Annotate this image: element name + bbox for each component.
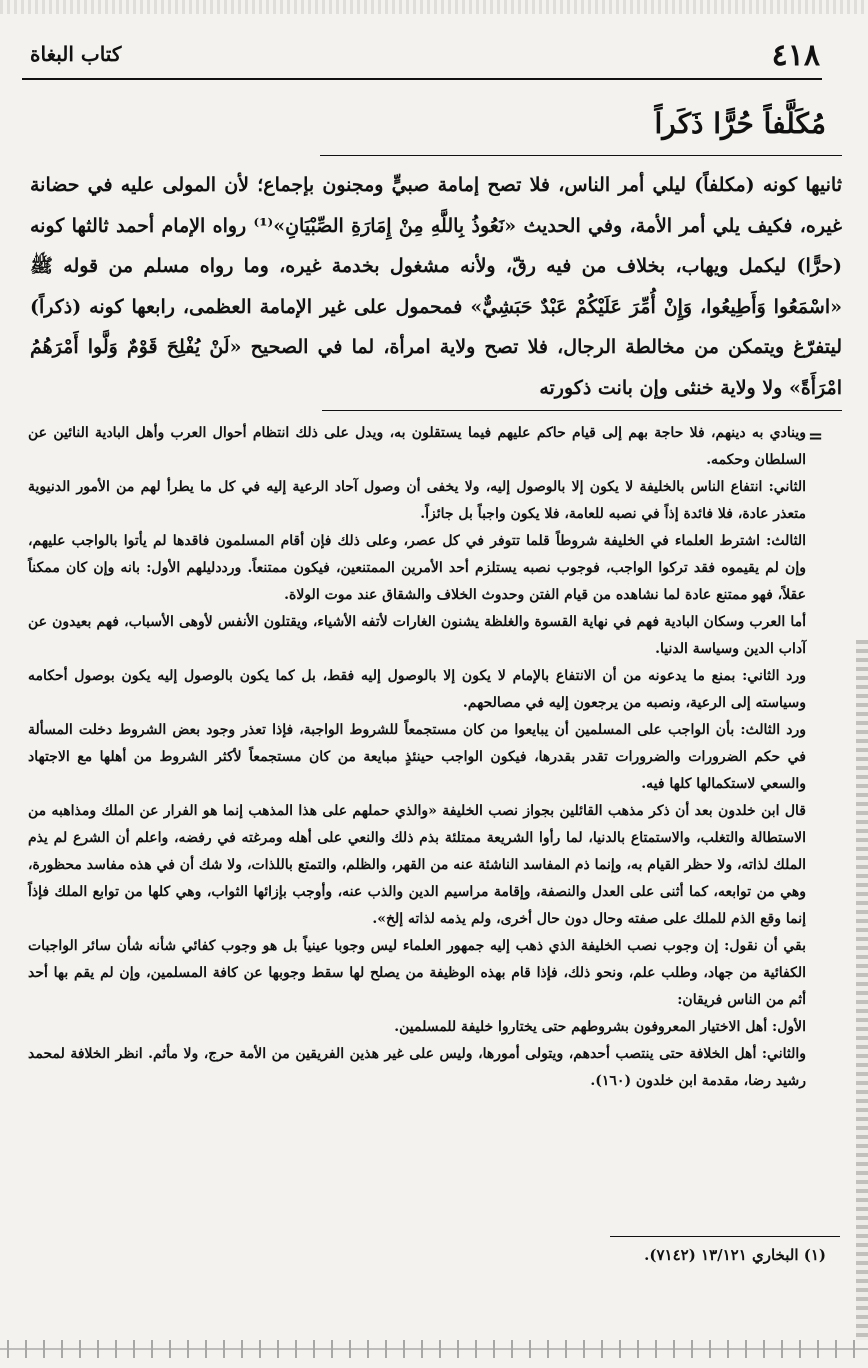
scan-top-edge [0, 0, 868, 14]
footnote: (١) البخاري ١٣/١٢١ (٧١٤٢). [644, 1246, 826, 1264]
hashiya-paragraph: ورد الثالث: بأن الواجب على المسلمين أن يبايعوا من كان مستجمعاً للشروط الواجبة، فإذا تعذر وجود بعض الشروط دخلت المسألة في حكم الضرورات والضرورات تقدر بقدرها، فيكون الواجب حينئذٍ مبايعة من كان مستجمعاً لأكثر الشروط من أهلها مع الاجتهاد والسعي لاستكمالها كلها فيه. [28, 722, 806, 792]
page-header [30, 36, 820, 76]
sharh-paragraph: ثانيها كونه (مكلفاً) ليلي أمر الناس، فلا تصح إمامة صبيٍّ ومجنون بإجماع؛ لأن المولى عليه في حضانة غيره، فكيف يلي أمر الأمة، وفي الحديث «نَعُوذُ بِاللَّهِ مِنْ إِمَارَةِ الصِّبْيَانِ»⁽¹⁾ رواه الإمام أحمد ثالثها كونه (حرًّا) ليكمل ويهاب، بخلاف من فيه رقّ، ولأنه مشغول بخدمة غيره، وما رواه مسلم من قوله ﷺ «اسْمَعُوا وَأَطِيعُوا، وَإِنْ أُمِّرَ عَلَيْكُمْ عَبْدٌ حَبَشِيٌّ» فمحمول على غير الإمامة العظمى، رابعها كونه (ذكراً) ليتفرّغ ويتمكن من مخالطة الرجال، فلا تصح ولاية امرأة، لما في الصحيح «لَنْ يُفْلِحَ قَوْمٌ وَلَّوا أَمْرَهُمُ امْرَأَةً» ولا ولاية خنثى وإن بانت ذكورته [30, 174, 842, 399]
header-rule [22, 78, 822, 80]
matn-text: مُكَلَّفاً حُرًّا ذَكَراً [654, 107, 826, 140]
hashiya-paragraph: الأول: أهل الاختيار المعروفون بشروطهم حتى يختاروا خليفة للمسلمين. [394, 1019, 806, 1035]
hashiya-paragraph: والثاني: أهل الخلافة حتى ينتصب أحدهم، ويتولى أمورها، وليس على غير هذين الفريقين من الأمة حرج، ولا مأثم. انظر الخلافة لمحمد رشيد رضا، مقدمة ابن خلدون (١٦٠). [28, 1046, 806, 1089]
hashiya-paragraph: الثالث: اشترط العلماء في الخليفة شروطاً قلما تتوفر في كل عصر، وعلى ذلك فإن أقام المسلمون فاقدها لم يأتوا بالواجب عليهم، وإن لم يقيموه فقد تركوا الواجب، فوجوب نصبه يستلزم أحد الأمرين الممتنعين، فيكون ممتنعاً. ورددليلهم الأول: بانه وإن كان ممكناً عقلاً، فهو ممتنع عادة لما نشاهده من قيام الفتن وحدوث الخلاف والشقاق عند موت الولاة. [28, 533, 806, 603]
ornamental-bottom-border [0, 1340, 868, 1358]
sharh-rule [322, 410, 842, 411]
hashiya-paragraph: أما العرب وسكان البادية فهم في نهاية القسوة والغلظة يشنون الغارات لأتفه الأشياء، ويقتلون الأنفس لأوهى الأسباب، فهم بعيدون عن آداب الدين وسياسة الدنيا. [28, 614, 806, 657]
running-title: كتاب البغاة [30, 42, 122, 66]
sharh-text [30, 165, 842, 408]
hashiya-paragraph: وينادي به دينهم، فلا حاجة بهم إلى قيام حاكم عليهم فيما يستقلون به، ويدل على ذلك انتظام أحوال العرب وأهل البادية النائين عن السلطان وحكمه. [28, 425, 806, 468]
page-number: ٤١٨ [771, 38, 820, 73]
continuation-marker: = [808, 426, 824, 447]
hashiya-notes [28, 420, 806, 1095]
matn-rule [320, 155, 842, 156]
hashiya-paragraph: ورد الثاني: بمنع ما يدعونه من أن الانتفاع بالإمام لا يكون إلا بالوصول إليه فقط، بل كما يكون بالوصول إليه يكون بوصول أحكامه وسياسته إلى الرعية، ونصبه من يرجعون إليه في مصالحهم. [28, 668, 806, 711]
footnote-rule [610, 1236, 840, 1237]
ornamental-side-border [856, 640, 868, 1340]
hashiya-paragraph: قال ابن خلدون بعد أن ذكر مذهب القائلين بجواز نصب الخليفة «والذي حملهم على هذا المذهب إنما هو الفرار عن الملك ومذاهبه من الاستطالة والتغلب، والاستمتاع بالدنيا، لما رأوا الشريعة ممتلئة بذم ذلك والنعي على أهله ومرغته في رفضه، واعلم أن الشرع لم يذم الملك لذاته، ولا حظر القيام به، وإنما ذم المفاسد الناشئة عنه من القهر، والظلم، والتمتع باللذات، ولا شك أن في هذه مفاسد محظورة، وهي من توابعه، كما أثنى على العدل والنصفة، وإقامة مراسيم الدين والذب عنه، وأوجب بإزائها الثواب، وهي كلها من توابع الملك فإذاً إنما وقع الذم للملك على صفته وحال دون حال أخرى، ولم يذمه لذاته إلخ». [28, 803, 806, 927]
hashiya-paragraph: الثاني: انتفاع الناس بالخليفة لا يكون إلا بالوصول إليه، ولا يخفى أن وصول آحاد الرعية إليه في كل ما يطرأ لهم من الأمور الدنيوية متعذر عادة، فلا فائدة إذاً في نصبه للعامة، فلا يكون واجباً بل جائزاً. [28, 479, 806, 522]
hashiya-paragraph: بقي أن نقول: إن وجوب نصب الخليفة الذي ذهب إليه جمهور العلماء ليس وجوبا عينياً بل هو وجوب كفائي شأنه شأن سائر الواجبات الكفائية من جهاد، وطلب علم، ونحو ذلك، فإذا قام بهذه الوظيفة من يصلح لها سقط وجوبها عن كافة المسلمين، وإن لم يقم بها أحد أثم من الناس فريقان: [28, 938, 806, 1008]
